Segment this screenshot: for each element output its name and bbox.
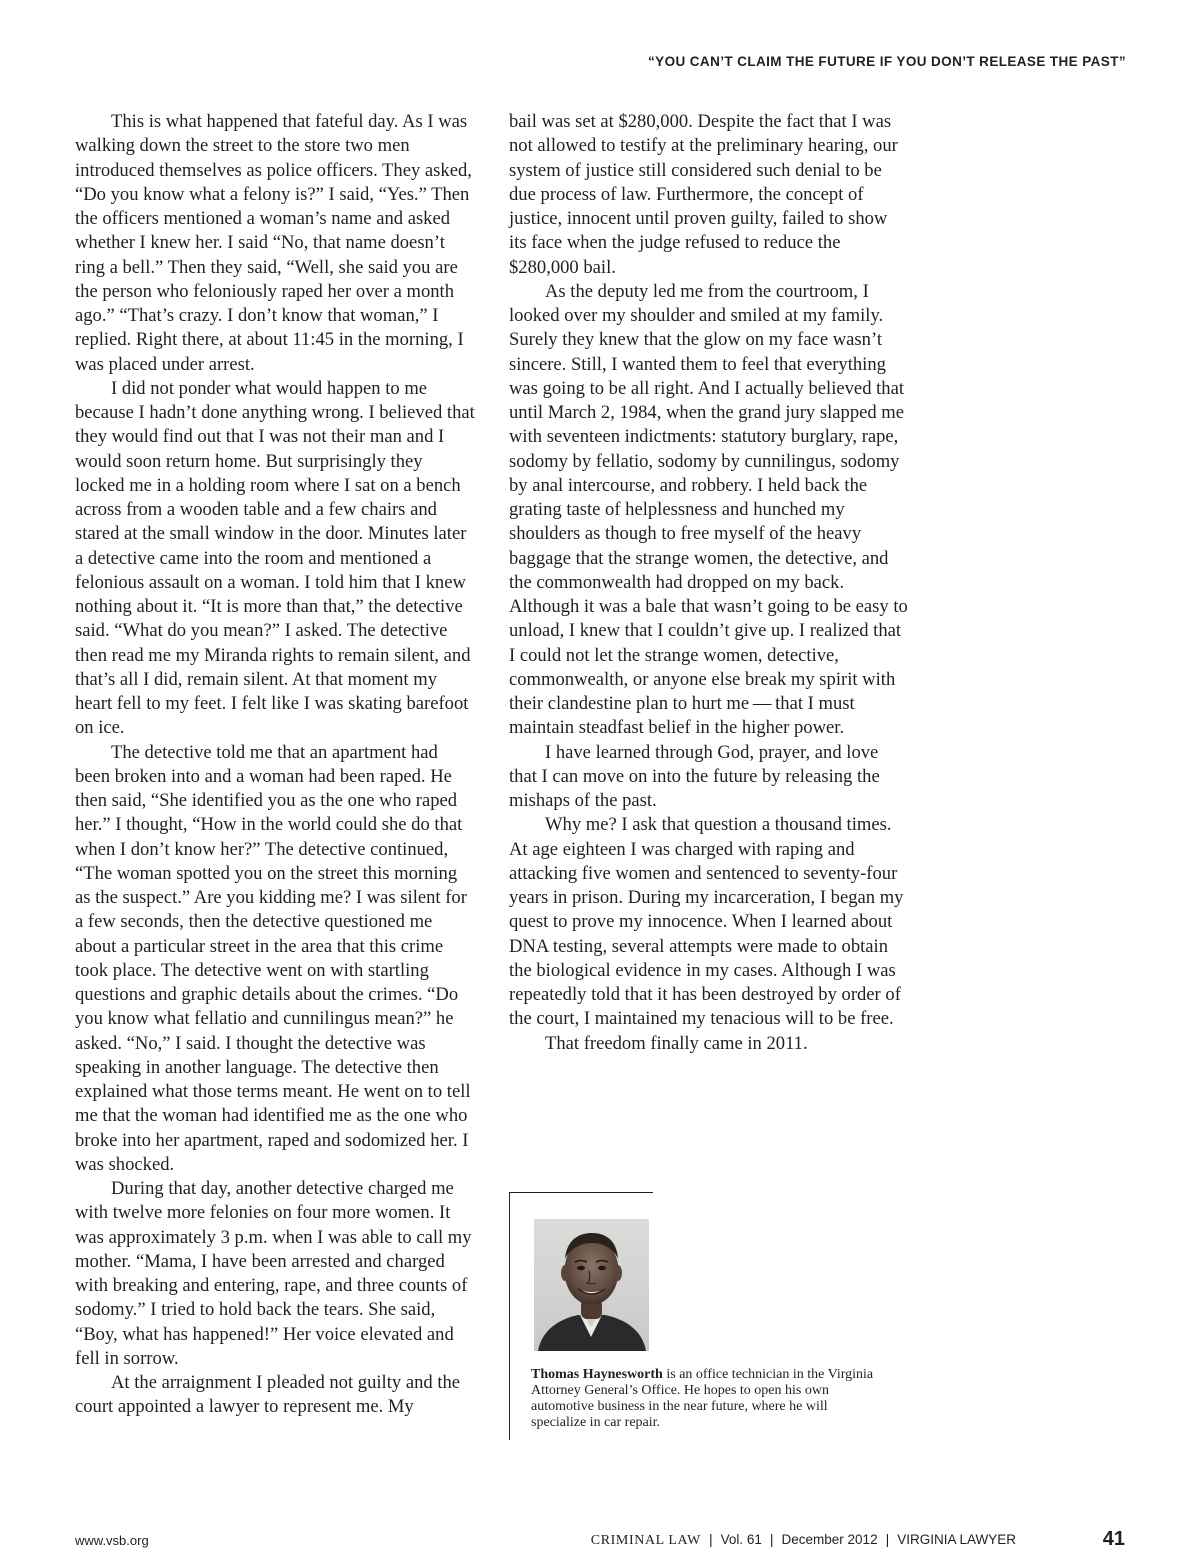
- paragraph: I did not ponder what would happen to me because I hadn’t done anything wrong. I believed that they would find out that I was not their man and I would soon return home. But surprisingly they locked me in a holding room where I sat on a bench across from a wooden table and a few chairs and stared at the small window in the door. Minutes later a detective came into the room and mentioned a felonious assault on a woman. I told him that I knew nothing about it. “It is more than that,” the detective said. “What do you mean?” I asked. The detective then read me my Miranda rights to remain silent, and that’s all I did, remain silent. At that moment my heart fell to my feet. I felt like I was skating barefoot on ice.: [75, 377, 475, 739]
- bio-box-left-rule: [509, 1192, 510, 1440]
- footer-magazine: VIRGINIA LAWYER: [897, 1532, 1016, 1547]
- footer-separator: |: [769, 1531, 774, 1547]
- footer-url[interactable]: www.vsb.org: [75, 1533, 149, 1548]
- paragraph: Why me? I ask that question a thousand times. At age eighteen I was charged with raping and attacking five women and sentenced to seventy-four years in prison. During my incarceration, I began my quest to prove my innocence. When I learned about DNA testing, several attempts were made to obtain the biological evidence in my cases. Although I was repeatedly told that it has been destroyed by order of the court, I maintained my tenacious will to be free.: [509, 814, 904, 1030]
- bio-box-top-rule: [509, 1192, 653, 1193]
- footer-separator: |: [885, 1531, 890, 1547]
- footer-publication-info: [591, 1531, 1016, 1549]
- paragraph: During that day, another detective charged me with twelve more felonies on four more women. It was approximately 3 p.m. when I was able to call my mother. “Mama, I have been arrested and charged with breaking and entering, rape, and three counts of sodomy.” I tried to hold back the tears. She said, “Boy, what has happened!” Her voice elevated and fell in sorrow.: [75, 1178, 472, 1369]
- author-bio-text: is an office technician in the Virginia Attorney General’s Office. He hopes to open his own automotive business in the near future, where he will specialize in car repair.: [531, 1367, 874, 1430]
- footer-section: CRIMINAL LAW: [590, 1533, 701, 1548]
- paragraph: This is what happened that fateful day. As I was walking down the street to the store two men introduced themselves as police officers. They asked, “Do you know what a felony is?” I said, “Yes.” Then the officers mentioned a woman’s name and asked whether I knew her. I said “No, that name doesn’t ring a bell.” Then they said, “Well, she said you are the person who feloniously raped her over a month ago.” “That’s crazy. I don’t know that woman,” I replied. Right there, at about 11:45 in the morning, I was placed under arrest.: [75, 111, 472, 375]
- paragraph: I have learned through God, prayer, and love that I can move on into the future by releasing the mishaps of the past.: [509, 741, 880, 811]
- footer-date: December 2012: [781, 1532, 878, 1547]
- left-column: [75, 110, 475, 1420]
- paragraph: The detective told me that an apartment had been broken into and a woman had been raped. He then said, “She identified you as the one who raped her.” I thought, “How in the world could she do that when I don’t know her?” The detective continued, “The woman spotted you on the street this morning as the suspect.” Are you kidding me? I was silent for a few seconds, then the detective questioned me about a particular street in the area that this crime took place. The detective went on with startling questions and graphic details about the crimes. “Do you know what fellatio and cunnilingus mean?” he asked. “No,” I said. I thought the detective was speaking in another language. The detective then explained what those terms meant. He went on to tell me that the woman had identified me as the one who broke into her apartment, raped and sodomized her. I was shocked.: [75, 741, 471, 1175]
- paragraph: That freedom finally came in 2011.: [545, 1032, 808, 1054]
- paragraph-continuation: bail was set at $280,000. Despite the fact that I was not allowed to testify at the preliminary hearing, our system of justice still considered such denial to be due process of law. Furthermore, the concept of justice, innocent until proven guilty, failed to show its face when the judge refused to reduce the $280,000 bail.: [509, 111, 898, 278]
- right-column: [509, 110, 909, 1056]
- author-bio: [531, 1367, 881, 1431]
- footer-volume: Vol. 61: [720, 1532, 762, 1547]
- footer-separator: |: [708, 1531, 713, 1547]
- page-number: 41: [1102, 1528, 1125, 1550]
- author-photo: [534, 1219, 649, 1351]
- paragraph: At the arraignment I pleaded not guilty and the court appointed a lawyer to represent me. My: [75, 1372, 461, 1418]
- running-title: “YOU CAN’T CLAIM THE FUTURE IF YOU DON’T RELEASE THE PAST”: [648, 54, 1126, 69]
- author-name: Thomas Haynesworth: [531, 1367, 663, 1382]
- paragraph: As the deputy led me from the courtroom, I looked over my shoulder and smiled at my family. Surely they knew that the glow on my face wasn’t sincere. Still, I wanted them to feel that everything was going to be all right. And I actually believed that until March 2, 1984, when the grand jury slapped me with seventeen indictments: statutory burglary, rape, sodomy by fellatio, sodomy by cunnilingus, sodomy by anal intercourse, and robbery. I held back the grating taste of helplessness and hunched my shoulders as though to free myself of the heavy baggage that the strange women, the detective, and the commonwealth had dropped on my back. Although it was a bale that wasn’t going to be easy to unload, I knew that I couldn’t give up. I realized that I could not let the strange women, detective, commonwealth, or anyone else break my spirit with their clandestine plan to hurt me — that I must maintain steadfast belief in the higher power.: [509, 280, 908, 739]
